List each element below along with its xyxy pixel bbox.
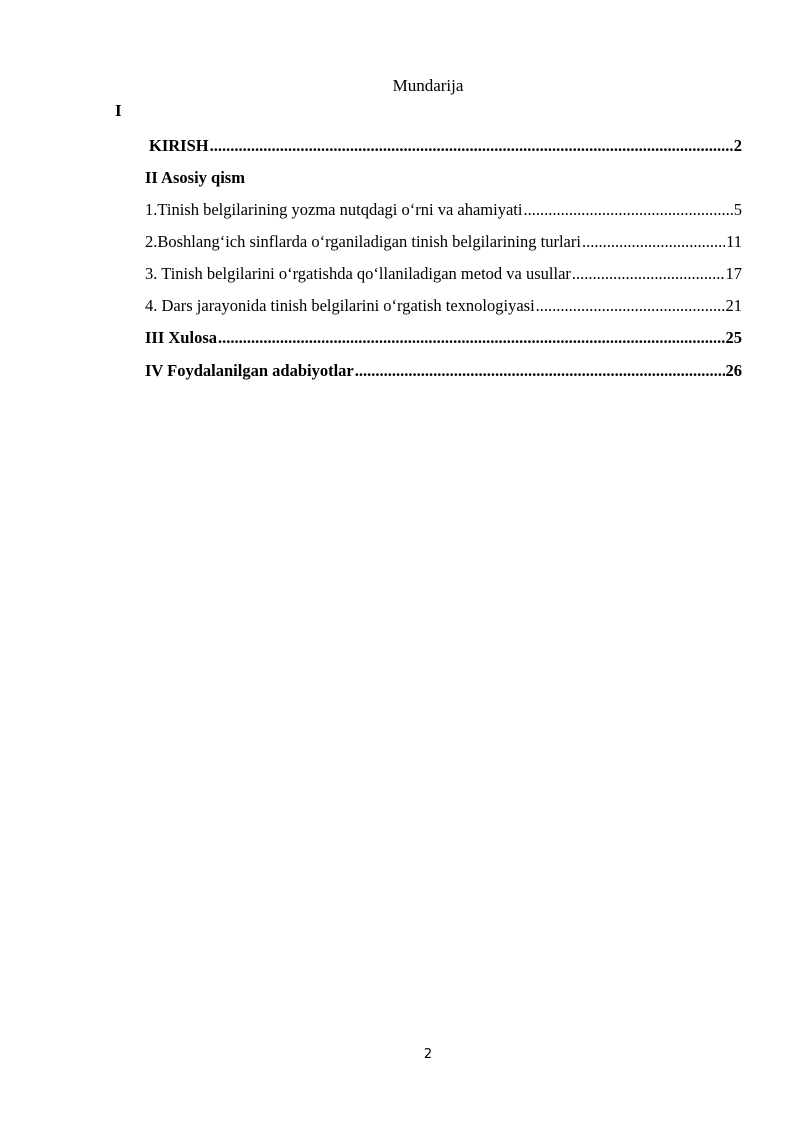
toc-entry-label: 2.Boshlang‘ich sinflarda o‘rganiladigan tinish belgilarining turlari bbox=[145, 232, 581, 251]
toc-entry-2[interactable] bbox=[145, 231, 742, 253]
toc-entry-page: 21 bbox=[725, 296, 742, 315]
toc-entry-label: KIRISH bbox=[149, 136, 209, 155]
toc-leader bbox=[210, 135, 733, 157]
toc-entry-kirish[interactable] bbox=[145, 135, 742, 157]
toc-leader bbox=[523, 199, 732, 221]
toc-leader bbox=[572, 263, 725, 285]
toc-entry-page: 26 bbox=[725, 361, 742, 380]
toc-entry-references[interactable] bbox=[145, 360, 742, 382]
toc-entry-label: 1.Tinish belgilarining yozma nutqdagi o‘rni va ahamiyati bbox=[145, 200, 523, 219]
toc-entry-page: 25 bbox=[725, 328, 742, 347]
toc-entry-page: 11 bbox=[726, 232, 742, 251]
toc-entry-4[interactable] bbox=[145, 295, 742, 317]
toc-entry-page: 17 bbox=[725, 264, 742, 283]
toc-leader bbox=[582, 231, 725, 253]
toc-leader bbox=[218, 327, 725, 349]
section-numeral: I bbox=[115, 101, 122, 120]
page-number: 2 bbox=[423, 1047, 433, 1062]
toc-entry-label: III Xulosa bbox=[145, 328, 217, 347]
toc-entry-page: 2 bbox=[733, 136, 742, 155]
toc-leader bbox=[355, 360, 725, 382]
toc-entry-label: 4. Dars jarayonida tinish belgilarini o‘rgatish texnologiyasi bbox=[145, 296, 535, 315]
toc-entry-conclusion[interactable] bbox=[145, 327, 742, 349]
toc-entry-1[interactable] bbox=[145, 199, 742, 221]
toc-entry-page: 5 bbox=[733, 200, 742, 219]
toc-entry-label: 3. Tinish belgilarini o‘rgatishda qo‘llaniladigan metod va usullar bbox=[145, 264, 571, 283]
page-title: Mundarija bbox=[392, 76, 464, 95]
toc-entry-3[interactable] bbox=[145, 263, 742, 285]
toc-entry-label: IV Foydalanilgan adabiyotlar bbox=[145, 361, 354, 380]
toc-leader bbox=[536, 295, 725, 317]
toc-heading-main-part: II Asosiy qism bbox=[145, 168, 245, 187]
